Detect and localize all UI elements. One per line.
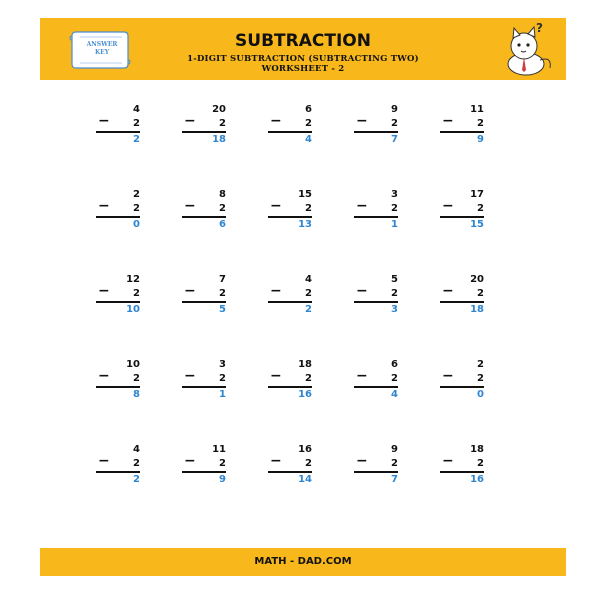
minuend: 9 bbox=[391, 444, 398, 455]
subtraction-problem bbox=[350, 189, 436, 274]
answer-rule bbox=[440, 216, 484, 218]
answer: 8 bbox=[133, 389, 140, 400]
minuend: 20 bbox=[212, 104, 226, 115]
subtraction-problem bbox=[264, 274, 350, 359]
minus-sign: − bbox=[270, 113, 282, 129]
subtrahend: 2 bbox=[305, 373, 312, 384]
answer: 16 bbox=[298, 389, 312, 400]
minus-sign: − bbox=[442, 368, 454, 384]
minus-sign: − bbox=[98, 198, 110, 214]
answer-rule bbox=[268, 301, 312, 303]
minuend: 11 bbox=[212, 444, 226, 455]
subtraction-problem bbox=[92, 104, 178, 189]
answer-rule bbox=[268, 386, 312, 388]
site-name: MATH - DAD.COM bbox=[254, 556, 352, 567]
minus-sign: − bbox=[184, 283, 196, 299]
answer-rule bbox=[96, 386, 140, 388]
minus-sign: − bbox=[98, 283, 110, 299]
answer-rule bbox=[268, 131, 312, 133]
minuend: 12 bbox=[126, 274, 140, 285]
answer: 2 bbox=[133, 134, 140, 145]
subtrahend: 2 bbox=[133, 118, 140, 129]
subtraction-problem bbox=[92, 189, 178, 274]
subtrahend: 2 bbox=[305, 203, 312, 214]
minuend: 6 bbox=[391, 359, 398, 370]
minus-sign: − bbox=[356, 453, 368, 469]
answer-rule bbox=[354, 216, 398, 218]
subtraction-problem bbox=[92, 444, 178, 529]
page-subtitle bbox=[40, 54, 566, 74]
answer: 1 bbox=[219, 389, 226, 400]
answer-rule bbox=[354, 471, 398, 473]
minuend: 11 bbox=[470, 104, 484, 115]
minuend: 18 bbox=[470, 444, 484, 455]
subtraction-problem bbox=[436, 189, 522, 274]
answer: 18 bbox=[212, 134, 226, 145]
minus-sign: − bbox=[184, 453, 196, 469]
answer-rule bbox=[96, 131, 140, 133]
answer-rule bbox=[440, 301, 484, 303]
answer-rule bbox=[440, 471, 484, 473]
svg-text:?: ? bbox=[536, 21, 543, 35]
minuend: 16 bbox=[298, 444, 312, 455]
answer-rule bbox=[96, 301, 140, 303]
answer: 14 bbox=[298, 474, 312, 485]
minuend: 4 bbox=[305, 274, 312, 285]
answer-rule bbox=[96, 216, 140, 218]
answer-rule bbox=[268, 216, 312, 218]
answer: 15 bbox=[470, 219, 484, 230]
minuend: 3 bbox=[219, 359, 226, 370]
minus-sign: − bbox=[442, 453, 454, 469]
subtrahend: 2 bbox=[391, 373, 398, 384]
subtrahend: 2 bbox=[477, 288, 484, 299]
minuend: 15 bbox=[298, 189, 312, 200]
subtrahend: 2 bbox=[477, 203, 484, 214]
answer-rule bbox=[182, 216, 226, 218]
subtraction-problem bbox=[264, 189, 350, 274]
subtraction-problem bbox=[92, 359, 178, 444]
answer: 9 bbox=[477, 134, 484, 145]
subtrahend: 2 bbox=[219, 458, 226, 469]
answer: 9 bbox=[219, 474, 226, 485]
answer: 7 bbox=[391, 134, 398, 145]
answer: 0 bbox=[133, 219, 140, 230]
subtitle-line2: WORKSHEET - 2 bbox=[261, 64, 345, 74]
subtraction-problem bbox=[350, 359, 436, 444]
minuend: 6 bbox=[305, 104, 312, 115]
answer: 4 bbox=[391, 389, 398, 400]
answer-rule bbox=[440, 386, 484, 388]
minus-sign: − bbox=[356, 198, 368, 214]
answer-key-line1: ANSWER bbox=[86, 41, 118, 48]
answer-rule bbox=[354, 301, 398, 303]
answer: 1 bbox=[391, 219, 398, 230]
minus-sign: − bbox=[270, 198, 282, 214]
minus-sign: − bbox=[356, 368, 368, 384]
minus-sign: − bbox=[442, 113, 454, 129]
subtraction-problem bbox=[264, 444, 350, 529]
subtrahend: 2 bbox=[219, 288, 226, 299]
minuend: 18 bbox=[298, 359, 312, 370]
answer-rule bbox=[440, 131, 484, 133]
minus-sign: − bbox=[270, 283, 282, 299]
answer: 2 bbox=[133, 474, 140, 485]
minus-sign: − bbox=[356, 283, 368, 299]
answer-rule bbox=[354, 131, 398, 133]
subtraction-problem bbox=[92, 274, 178, 359]
subtrahend: 2 bbox=[305, 458, 312, 469]
cat-thinking-icon bbox=[496, 20, 560, 78]
answer-rule bbox=[182, 386, 226, 388]
header-banner bbox=[40, 18, 566, 80]
subtrahend: 2 bbox=[305, 118, 312, 129]
minus-sign: − bbox=[442, 198, 454, 214]
answer-rule bbox=[96, 471, 140, 473]
subtraction-problem bbox=[436, 444, 522, 529]
subtraction-problem bbox=[436, 274, 522, 359]
problem-grid bbox=[92, 104, 522, 529]
minuend: 5 bbox=[391, 274, 398, 285]
minuend: 2 bbox=[133, 189, 140, 200]
minuend: 2 bbox=[477, 359, 484, 370]
minuend: 4 bbox=[133, 444, 140, 455]
subtrahend: 2 bbox=[391, 203, 398, 214]
subtrahend: 2 bbox=[477, 373, 484, 384]
answer-rule bbox=[182, 131, 226, 133]
answer: 5 bbox=[219, 304, 226, 315]
minus-sign: − bbox=[184, 113, 196, 129]
subtitle-line1: 1-DIGIT SUBTRACTION (SUBTRACTING TWO) bbox=[187, 54, 419, 64]
answer-rule bbox=[268, 471, 312, 473]
subtraction-problem bbox=[178, 359, 264, 444]
subtrahend: 2 bbox=[219, 203, 226, 214]
answer: 18 bbox=[470, 304, 484, 315]
answer: 3 bbox=[391, 304, 398, 315]
answer: 0 bbox=[477, 389, 484, 400]
answer-rule bbox=[182, 471, 226, 473]
minus-sign: − bbox=[184, 368, 196, 384]
subtraction-problem bbox=[178, 104, 264, 189]
subtraction-problem bbox=[350, 104, 436, 189]
subtrahend: 2 bbox=[133, 288, 140, 299]
page-title: SUBTRACTION bbox=[235, 31, 371, 51]
subtrahend: 2 bbox=[391, 118, 398, 129]
footer-banner bbox=[40, 548, 566, 576]
minus-sign: − bbox=[184, 198, 196, 214]
subtraction-problem bbox=[178, 444, 264, 529]
minuend: 7 bbox=[219, 274, 226, 285]
answer: 10 bbox=[126, 304, 140, 315]
minuend: 4 bbox=[133, 104, 140, 115]
minus-sign: − bbox=[98, 368, 110, 384]
subtrahend: 2 bbox=[219, 373, 226, 384]
subtraction-problem bbox=[436, 104, 522, 189]
subtrahend: 2 bbox=[133, 373, 140, 384]
subtrahend: 2 bbox=[477, 458, 484, 469]
minus-sign: − bbox=[270, 368, 282, 384]
subtraction-problem bbox=[350, 444, 436, 529]
subtraction-problem bbox=[350, 274, 436, 359]
minuend: 10 bbox=[126, 359, 140, 370]
answer-rule bbox=[354, 386, 398, 388]
answer-rule bbox=[182, 301, 226, 303]
subtrahend: 2 bbox=[391, 458, 398, 469]
subtrahend: 2 bbox=[477, 118, 484, 129]
answer: 2 bbox=[305, 304, 312, 315]
minus-sign: − bbox=[270, 453, 282, 469]
answer-key-line2: KEY bbox=[94, 49, 110, 56]
subtrahend: 2 bbox=[219, 118, 226, 129]
minus-sign: − bbox=[98, 113, 110, 129]
answer: 16 bbox=[470, 474, 484, 485]
minuend: 3 bbox=[391, 189, 398, 200]
subtrahend: 2 bbox=[133, 458, 140, 469]
minuend: 9 bbox=[391, 104, 398, 115]
minuend: 8 bbox=[219, 189, 226, 200]
subtraction-problem bbox=[178, 189, 264, 274]
subtraction-problem bbox=[178, 274, 264, 359]
minus-sign: − bbox=[98, 453, 110, 469]
subtrahend: 2 bbox=[133, 203, 140, 214]
minus-sign: − bbox=[356, 113, 368, 129]
answer: 4 bbox=[305, 134, 312, 145]
minus-sign: − bbox=[442, 283, 454, 299]
subtrahend: 2 bbox=[305, 288, 312, 299]
answer: 13 bbox=[298, 219, 312, 230]
answer: 6 bbox=[219, 219, 226, 230]
subtraction-problem bbox=[264, 359, 350, 444]
minuend: 17 bbox=[470, 189, 484, 200]
minuend: 20 bbox=[470, 274, 484, 285]
subtrahend: 2 bbox=[391, 288, 398, 299]
subtraction-problem bbox=[264, 104, 350, 189]
subtraction-problem bbox=[436, 359, 522, 444]
answer: 7 bbox=[391, 474, 398, 485]
